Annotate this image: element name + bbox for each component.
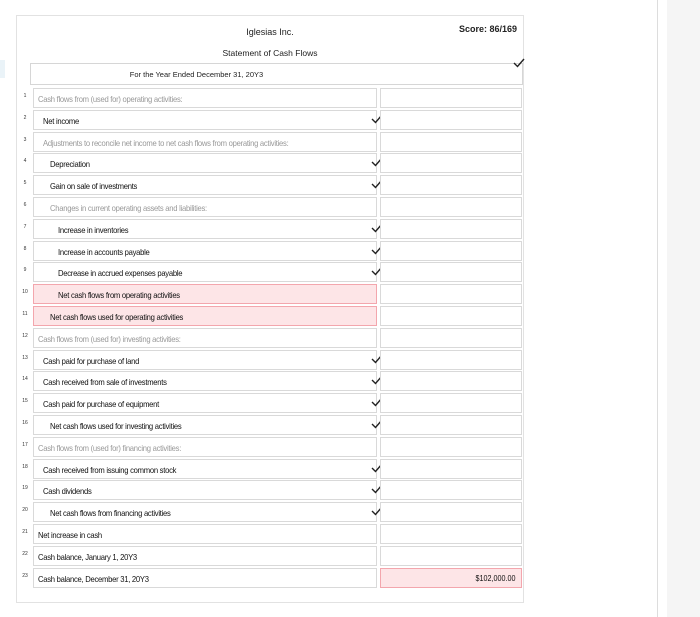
period-heading-field[interactable] bbox=[30, 63, 523, 85]
row-number: 9 bbox=[23, 267, 27, 274]
statement-row bbox=[20, 110, 522, 131]
row-number: 12 bbox=[22, 332, 28, 339]
row-number: 5 bbox=[23, 180, 27, 187]
account-label: Cash paid for purchase of land bbox=[43, 355, 140, 366]
row-number: 8 bbox=[23, 245, 27, 252]
account-label: Net cash flows used for operating activities bbox=[50, 312, 184, 322]
statement-row bbox=[20, 328, 522, 349]
row-number: 6 bbox=[23, 202, 27, 208]
account-label: Cash received from sale of investments bbox=[43, 377, 167, 388]
account-label: Cash balance, December 31, 20Y3 bbox=[38, 573, 149, 584]
amount-field[interactable] bbox=[380, 262, 522, 282]
row-number: 7 bbox=[23, 223, 27, 230]
amount-field[interactable] bbox=[380, 219, 522, 239]
account-label: Net cash flows used for investing activities bbox=[50, 421, 182, 431]
amount-field[interactable] bbox=[380, 437, 522, 457]
statement-row bbox=[20, 219, 522, 240]
account-label-field[interactable] bbox=[33, 132, 377, 152]
account-label-field[interactable] bbox=[33, 153, 377, 173]
row-number: 22 bbox=[22, 550, 28, 557]
account-label: Cash flows from (used for) operating activities: bbox=[38, 94, 183, 104]
row-number: 4 bbox=[23, 158, 27, 165]
statement-row bbox=[20, 306, 522, 327]
account-label: Depreciation bbox=[50, 159, 90, 170]
account-label-field[interactable] bbox=[33, 459, 377, 479]
company-name: Iglesias Inc. bbox=[246, 27, 294, 37]
account-label: Cash dividends bbox=[43, 486, 92, 497]
account-label: Cash paid for purchase of equipment bbox=[43, 399, 160, 410]
row-number: 11 bbox=[22, 311, 28, 317]
statement-row bbox=[20, 284, 522, 305]
score-label: Score: 86/169 bbox=[458, 24, 517, 34]
account-label-field[interactable] bbox=[33, 241, 377, 261]
statement-row bbox=[20, 524, 522, 545]
account-label-field[interactable] bbox=[33, 110, 377, 130]
statement-row bbox=[20, 568, 522, 589]
statement-row bbox=[20, 153, 522, 174]
row-number: 13 bbox=[22, 354, 28, 361]
account-label-field[interactable] bbox=[33, 480, 377, 500]
row-number: 10 bbox=[22, 289, 28, 296]
row-number: 17 bbox=[22, 441, 28, 448]
left-edge-marker bbox=[0, 60, 5, 78]
row-number: 15 bbox=[22, 398, 28, 405]
amount-field[interactable] bbox=[380, 88, 522, 108]
account-label-field[interactable] bbox=[33, 328, 377, 348]
account-label-field[interactable] bbox=[33, 88, 377, 108]
statement-row bbox=[20, 241, 522, 262]
amount-field[interactable] bbox=[380, 546, 522, 566]
statement-row bbox=[20, 415, 522, 436]
account-label: Changes in current operating assets and liabilities: bbox=[50, 203, 207, 213]
amount-field[interactable] bbox=[380, 415, 522, 435]
account-label: Increase in accounts payable bbox=[58, 246, 150, 257]
account-label-field[interactable] bbox=[33, 437, 377, 457]
amount-field[interactable] bbox=[380, 110, 522, 130]
account-label-field[interactable] bbox=[33, 371, 377, 391]
account-label-field[interactable] bbox=[33, 546, 377, 566]
amount-field[interactable] bbox=[380, 350, 522, 370]
statement-row bbox=[20, 350, 522, 371]
account-label: Cash balance, January 1, 20Y3 bbox=[38, 551, 137, 562]
account-label: Net cash flows from operating activities bbox=[58, 290, 180, 301]
row-number: 23 bbox=[22, 572, 28, 579]
account-label-field[interactable] bbox=[33, 284, 377, 304]
account-label-field[interactable] bbox=[33, 568, 377, 588]
cash-flow-statement-card bbox=[16, 15, 524, 603]
amount-field[interactable] bbox=[380, 175, 522, 195]
amount-value: $102,000.00 bbox=[474, 573, 515, 583]
account-label: Net increase in cash bbox=[38, 530, 102, 540]
account-label: Gain on sale of investments bbox=[50, 181, 138, 192]
row-number: 21 bbox=[22, 529, 28, 535]
account-label: Increase in inventories bbox=[58, 224, 129, 235]
amount-field[interactable] bbox=[380, 371, 522, 391]
statement-row bbox=[20, 88, 522, 109]
account-label-field[interactable] bbox=[33, 393, 377, 413]
period-heading: For the Year Ended December 31, 20Y3 bbox=[129, 70, 264, 79]
amount-field[interactable] bbox=[380, 568, 522, 588]
row-number: 2 bbox=[23, 114, 27, 121]
amount-field[interactable] bbox=[380, 459, 522, 479]
statement-row bbox=[20, 502, 522, 523]
account-label-field[interactable] bbox=[33, 262, 377, 282]
amount-field[interactable] bbox=[380, 524, 522, 544]
row-number: 20 bbox=[22, 507, 28, 514]
account-label-field[interactable] bbox=[33, 175, 377, 195]
statement-row bbox=[20, 437, 522, 458]
account-label-field[interactable] bbox=[33, 415, 377, 435]
row-number: 19 bbox=[22, 485, 28, 492]
statement-title: Statement of Cash Flows bbox=[222, 48, 318, 58]
right-panel bbox=[667, 0, 700, 617]
statement-row bbox=[20, 393, 522, 414]
statement-row bbox=[20, 546, 522, 567]
account-label-field[interactable] bbox=[33, 306, 377, 326]
amount-field[interactable] bbox=[380, 197, 522, 217]
account-label: Net cash flows from financing activities bbox=[50, 508, 171, 519]
amount-field[interactable] bbox=[380, 132, 522, 152]
amount-field[interactable] bbox=[380, 306, 522, 326]
account-label: Decrease in accrued expenses payable bbox=[58, 268, 183, 279]
statement-row bbox=[20, 459, 522, 480]
amount-field[interactable] bbox=[380, 480, 522, 500]
statement-row bbox=[20, 371, 522, 392]
amount-field[interactable] bbox=[380, 284, 522, 304]
row-number: 1 bbox=[23, 93, 27, 99]
statement-row bbox=[20, 175, 522, 196]
amount-field[interactable] bbox=[380, 393, 522, 413]
account-label-field[interactable] bbox=[33, 350, 377, 370]
account-label: Cash flows from (used for) financing activities: bbox=[38, 442, 182, 453]
account-label-field[interactable] bbox=[33, 502, 377, 522]
row-number: 18 bbox=[22, 463, 28, 470]
account-label: Cash received from issuing common stock bbox=[43, 464, 177, 475]
amount-field[interactable] bbox=[380, 241, 522, 261]
period-check-icon bbox=[513, 58, 525, 68]
statement-row bbox=[20, 262, 522, 283]
amount-field[interactable] bbox=[380, 328, 522, 348]
account-label-field[interactable] bbox=[33, 219, 377, 239]
account-label: Net income bbox=[43, 115, 79, 126]
account-label-field[interactable] bbox=[33, 197, 377, 217]
account-label-field[interactable] bbox=[33, 524, 377, 544]
amount-field[interactable] bbox=[380, 153, 522, 173]
amount-field[interactable] bbox=[380, 502, 522, 522]
row-number: 16 bbox=[22, 420, 28, 426]
row-number: 14 bbox=[22, 376, 28, 383]
row-number: 3 bbox=[23, 136, 27, 143]
statement-row bbox=[20, 197, 522, 218]
statement-row bbox=[20, 132, 522, 153]
account-label: Adjustments to reconcile net income to net cash flows from operating activities: bbox=[43, 137, 289, 148]
statement-row bbox=[20, 480, 522, 501]
account-label: Cash flows from (used for) investing activities: bbox=[38, 333, 181, 344]
